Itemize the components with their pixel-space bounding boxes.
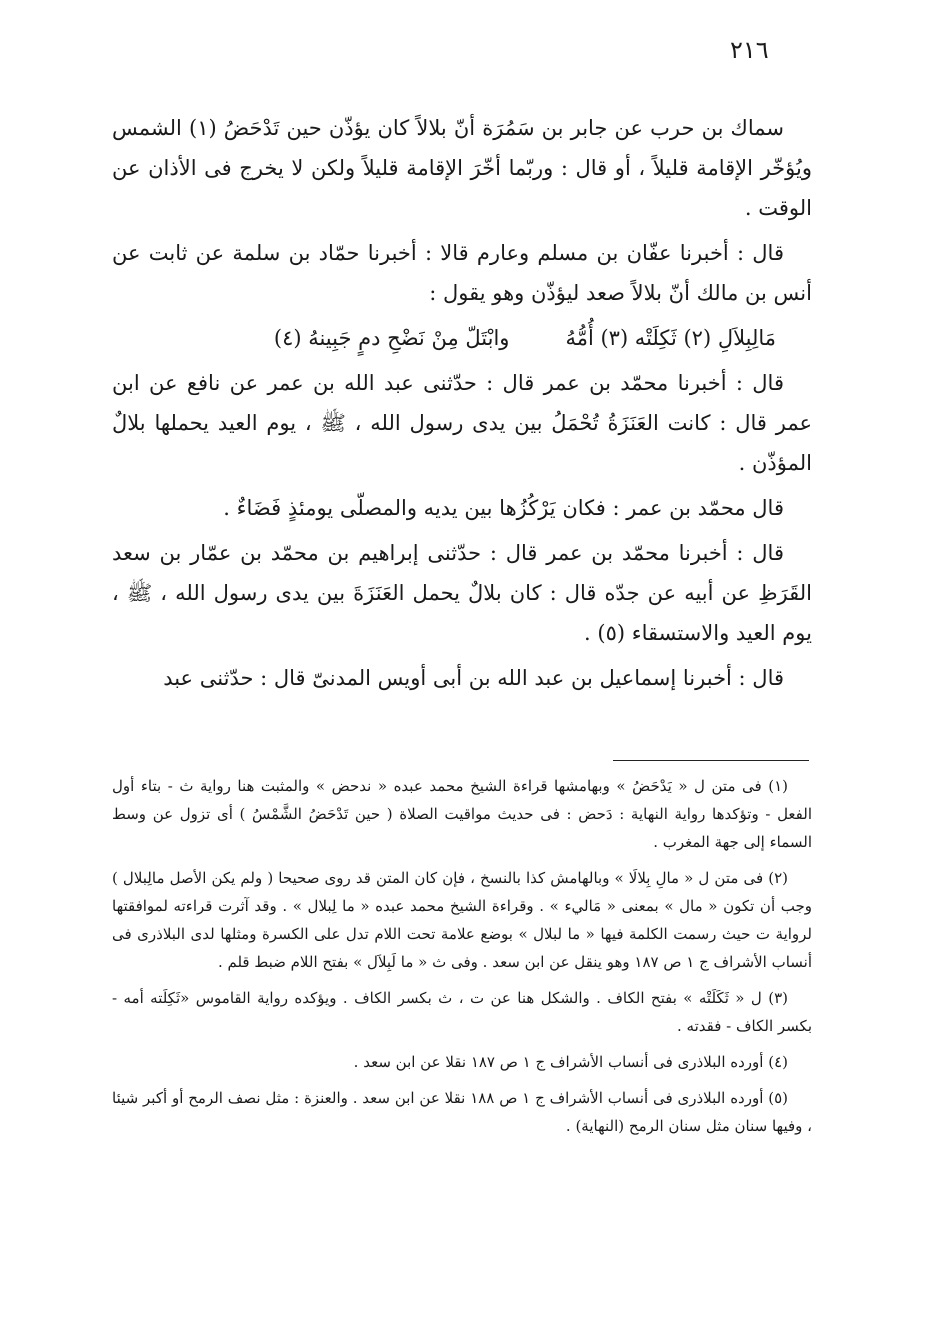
paragraph: قال : أخبرنا محمّد بن عمر قال : حدّثنى إبراهيم بن محمّد بن عمّار بن سعد القَرَظِ عن أبيه عن جدّه قال : كان بلالٌ يحمل العَنَزَةَ بين يدى رسول الله ، ﷺ ، يوم العيد والاستسقاء (٥) . bbox=[112, 541, 812, 645]
footnote-separator bbox=[613, 760, 809, 761]
paragraph: قال : أخبرنا إسماعيل بن عبد الله بن أبى أويس المدنىّ قال : حدّثنى عبد bbox=[163, 666, 784, 690]
footnote: (١) فى متن ل « يَدْحَضُ » وبهامشها قراءة الشيخ محمد عبده « ندحض » والمثبت هنا رواية ث - بتاء أول الفعل - وتؤكدها رواية النهاية : دَحض : فى حديث مواقيت الصلاة ( حين تَدْحَضُ الشَّمْسُ ) أى تزول عن وسط السماء إلى جهة المغرب . bbox=[112, 777, 812, 851]
verse-second-hemistich: وابْتَلّ مِنْ نَضْحِ دمٍ جَبِينهُ (٤) bbox=[273, 326, 510, 350]
poetry-verse bbox=[112, 318, 812, 358]
page-number: ٢١٦ bbox=[730, 36, 769, 64]
footnote: (٢) فى متن ل « مالِ بِلالَا » وبالهامش كذا بالنسخ ، فإن كان المتن قد روى صحيحا ( ولم يكن الأصل مالِبلال ) وجب أن تكون « مال » بمعنى « مَاليء » . وقراءة الشيخ محمد عبده « ما لِبلال » . وقد آثرت قراءته لموافقتها لرواية ت حيث رسمت الكلمة فيها « ما لبلال » بوضع علامة تحت اللام تدل على الكسرة ومثلها لدى البلاذرى فى أنساب الأشراف ج ١ ص ١٨٧ وهو ينقل عن ابن سعد . وفى ث « ما لَبِلاَل » بفتح اللام ضبط قلم . bbox=[112, 869, 812, 971]
paragraph: قال : أخبرنا محمّد بن عمر قال : حدّثنى عبد الله بن عمر عن نافع عن ابن عمر قال : كانت العَنَزَةُ تُحْمَلُ بين يدى رسول الله ، ﷺ ، يوم العيد يحملها بلالٌ المؤذّن . bbox=[112, 371, 812, 475]
footnote: (٥) أورده البلاذرى فى أنساب الأشراف ج ١ ص ١٨٨ نقلا عن ابن سعد . والعنزة : مثل نصف الرمح أو أكبر شيئا ، وفيها سنان مثل سنان الرمح (النهاية) . bbox=[112, 1089, 812, 1135]
paragraph: قال محمّد بن عمر : فكان يَرْكُزُها بين يديه والمصلّى يومئذٍ فَضَاءٌ . bbox=[223, 496, 784, 520]
footnote: (٣) ل « ثَكَلَتْه » بفتح الكاف . والشكل هنا عن ت ، ث بكسر الكاف . ويؤكده رواية القاموس «ثَكِلَته أمه - بكسر الكاف - فقدته . bbox=[112, 989, 812, 1035]
footnote: (٤) أورده البلاذرى فى أنساب الأشراف ج ١ ص ١٨٧ نقلا عن ابن سعد . bbox=[353, 1053, 788, 1071]
paragraph: قال : أخبرنا عفّان بن مسلم وعارم قالا : أخبرنا حمّاد بن سلمة عن ثابت عن أنس بن مالك أنّ بلالاً صعد ليؤذّن وهو يقول : bbox=[112, 241, 812, 305]
main-text bbox=[112, 108, 812, 703]
paragraph: سماك بن حرب عن جابر بن سَمُرَة أنّ بلالاً كان يؤذّن حين تَدْحَضُ (١) الشمس ويُؤخّر الإقامة قليلاً ، أو قال : وربّما أخّرَ الإقامة قليلاً ولكن لا يخرج فى الأذان عن الوقت . bbox=[112, 116, 812, 220]
footnotes bbox=[112, 772, 812, 1148]
verse-first-hemistich: مَالِبِلاَلِ (٢) ثَكِلَتْه (٣) أُمُّهُ bbox=[565, 326, 776, 350]
